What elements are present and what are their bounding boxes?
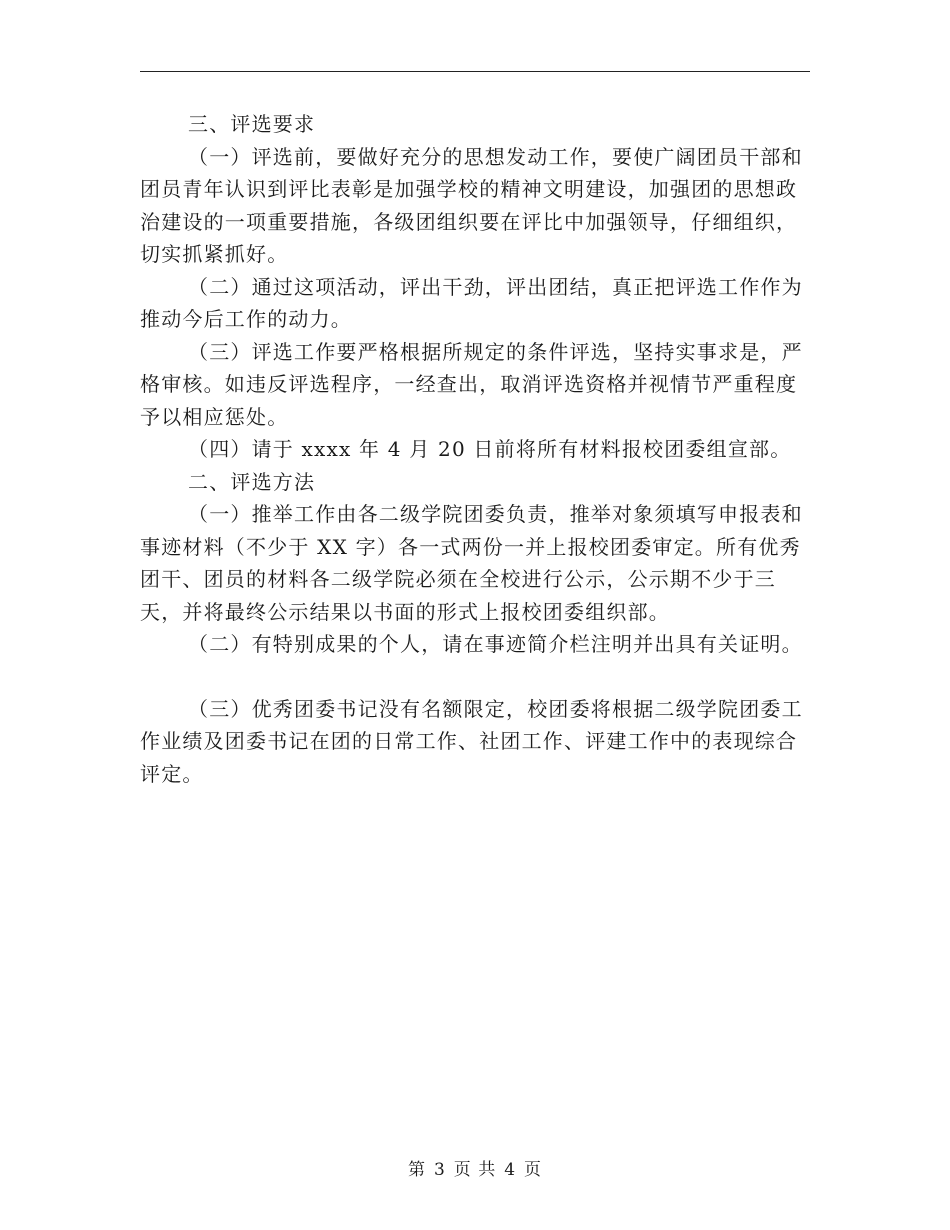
paragraph-gap xyxy=(140,661,815,693)
paragraph: （二）有特别成果的个人，请在事迹简介栏注明并出具有关证明。 xyxy=(188,632,803,656)
footer-mid: 页 共 xyxy=(453,1160,497,1180)
footer-prefix: 第 xyxy=(407,1160,426,1180)
paragraph: （二）通过这项活动，评出干劲，评出团结，真正把评选工作作为推动今后工作的动力。 xyxy=(140,274,803,331)
page-footer xyxy=(0,1155,950,1180)
footer-total-pages: 4 xyxy=(504,1160,517,1180)
paragraph: （三）优秀团委书记没有名额限定，校团委将根据二级学院团委工作业绩及团委书记在团的日常工作、社团工作、评建工作中的表现综合评定。 xyxy=(140,696,803,786)
footer-page-number: 3 xyxy=(433,1160,446,1180)
section-heading-requirements: 三、评选要求 xyxy=(188,112,316,136)
footer-suffix: 页 xyxy=(524,1160,543,1180)
paragraph: （四）请于 xxxx 年 4 月 20 日前将所有材料报校团委组宣部。 xyxy=(188,437,792,461)
header-rule xyxy=(140,71,810,72)
paragraph: （一）推举工作由各二级学院团委负责，推举对象须填写申报表和事迹材料（不少于 XX 字）各一式两份一并上报校团委审定。所有优秀团干、团员的材料各二级学院必须在全校进行公示，公示期不少于三天，并将最终公示结果以书面的形式上报校团委组织部。 xyxy=(140,502,803,624)
section-heading-methods: 二、评选方法 xyxy=(188,469,316,494)
paragraph: （一）评选前，要做好充分的思想发动工作，要使广阔团员干部和团员青年认识到评比表彰是加强学校的精神文明建设，加强团的思想政治建设的一项重要措施，各级团组织要在评比中加强领导，仔细组织，切实抓紧抓好。 xyxy=(140,144,803,266)
paragraph: （三）评选工作要严格根据所规定的条件评选，坚持实事求是，严格审核。如违反评选程序，一经查出，取消评选资格并视情节严重程度予以相应惩处。 xyxy=(140,339,803,429)
document-body xyxy=(140,108,815,790)
